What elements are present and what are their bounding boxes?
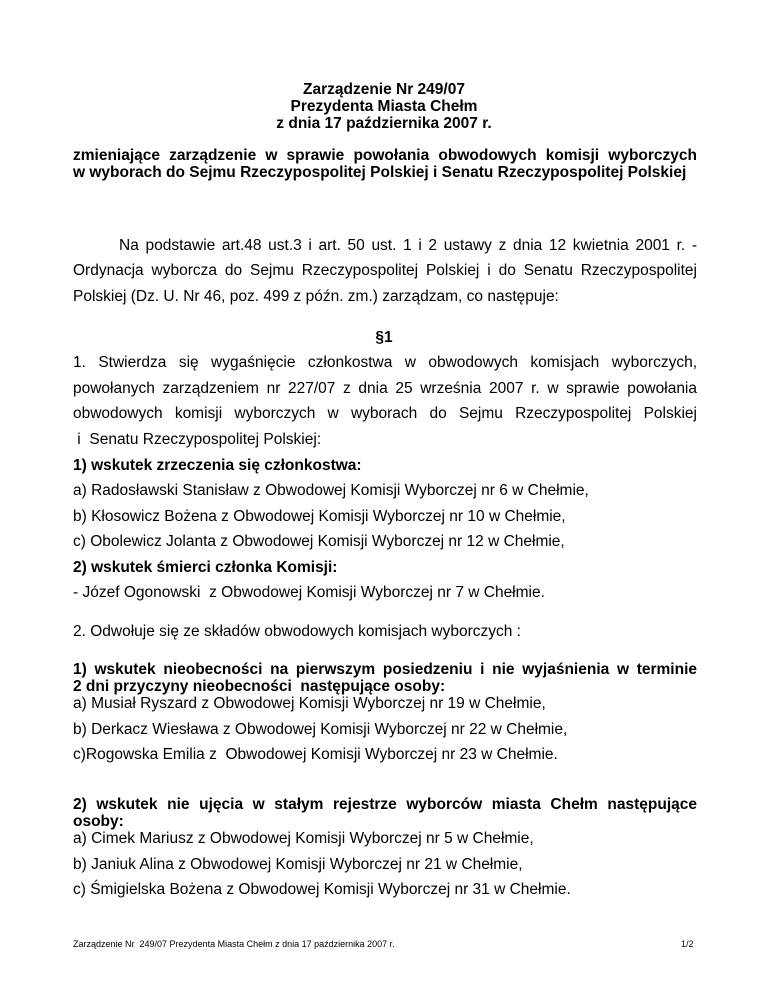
header-line-3: z dnia 17 października 2007 r. (276, 115, 492, 132)
footer-text: Zarządzenie Nr 249/07 Prezydenta Miasta Chełm z dnia 17 października 2007 r. (73, 939, 395, 949)
group-4-heading-line-1: 2) wskutek nie ujęcia w stałym rejestrze wyborców miasta Chełm następujące (73, 796, 697, 813)
list-item: c) Śmigielska Bożena z Obwodowej Komisji Wyborczej nr 31 w Chełmie. (73, 881, 571, 898)
group-3-heading-line-2: 2 dni przyczyny nieobecności następujące osoby: (73, 678, 446, 695)
list-item: a) Radosławski Stanisław z Obwodowej Komisji Wyborczej nr 6 w Chełmie, (73, 482, 589, 499)
list-item: a) Musiał Ryszard z Obwodowej Komisji Wyborczej nr 19 w Chełmie, (73, 695, 546, 712)
preamble-line-2: Ordynacja wyborcza do Sejmu Rzeczypospolitej Polskiej i do Senatu Rzeczypospolitej (73, 262, 697, 279)
group-2-heading: 2) wskutek śmierci członka Komisji: (73, 559, 338, 576)
list-item: - Józef Ogonowski z Obwodowej Komisji Wyborczej nr 7 w Chełmie. (73, 584, 545, 601)
header-line-1: Zarządzenie Nr 249/07 (303, 81, 465, 98)
paragraph-1-line-2: powołanych zarządzeniem nr 227/07 z dnia 25 września 2007 r. w sprawie powołania (73, 380, 697, 397)
paragraph-1-line-3: obwodowych komisji wyborczych w wyborach do Sejmu Rzeczypospolitej Polskiej (73, 405, 697, 422)
list-item: c) Obolewicz Jolanta z Obwodowej Komisji Wyborczej nr 12 w Chełmie, (73, 533, 565, 550)
group-4-heading-line-2: osoby: (73, 813, 124, 830)
group-1-heading: 1) wskutek zrzeczenia się członkostwa: (73, 457, 362, 474)
page-number: 1/2 (681, 939, 694, 949)
list-item: a) Cimek Mariusz z Obwodowej Komisji Wyborczej nr 5 w Chełmie, (73, 830, 534, 847)
preamble-line-1: Na podstawie art.48 ust.3 i art. 50 ust. 1 i 2 ustawy z dnia 12 kwietnia 2001 r. - (119, 237, 697, 254)
list-item: b) Kłosowicz Bożena z Obwodowej Komisji Wyborczej nr 10 w Chełmie, (73, 508, 566, 525)
group-3-heading-line-1: 1) wskutek nieobecności na pierwszym posiedzeniu i nie wyjaśnienia w terminie (73, 661, 697, 678)
subject-line-2: w wyborach do Sejmu Rzeczypospolitej Polskiej i Senatu Rzeczypospolitej Polskiej (73, 164, 687, 181)
preamble-line-3: Polskiej (Dz. U. Nr 46, poz. 499 z późn. zm.) zarządzam, co następuje: (73, 288, 559, 305)
list-item: b) Derkacz Wiesława z Obwodowej Komisji Wyborczej nr 22 w Chełmie, (73, 721, 568, 738)
paragraph-1-line-4: i Senatu Rzeczypospolitej Polskiej: (73, 431, 322, 448)
list-item: b) Janiuk Alina z Obwodowej Komisji Wyborczej nr 21 w Chełmie, (73, 856, 523, 873)
subject-line-1: zmieniające zarządzenie w sprawie powołania obwodowych komisji wyborczych (73, 147, 697, 164)
section-heading: §1 (375, 329, 393, 346)
paragraph-1-line-1: 1. Stwierdza się wygaśnięcie członkostwa w obwodowych komisjach wyborczych, (73, 354, 697, 371)
list-item: c)Rogowska Emilia z Obwodowej Komisji Wyborczej nr 23 w Chełmie. (73, 746, 558, 763)
paragraph-2: 2. Odwołuje się ze składów obwodowych komisjach wyborczych : (73, 623, 521, 640)
header-line-2: Prezydenta Miasta Chełm (290, 98, 478, 115)
